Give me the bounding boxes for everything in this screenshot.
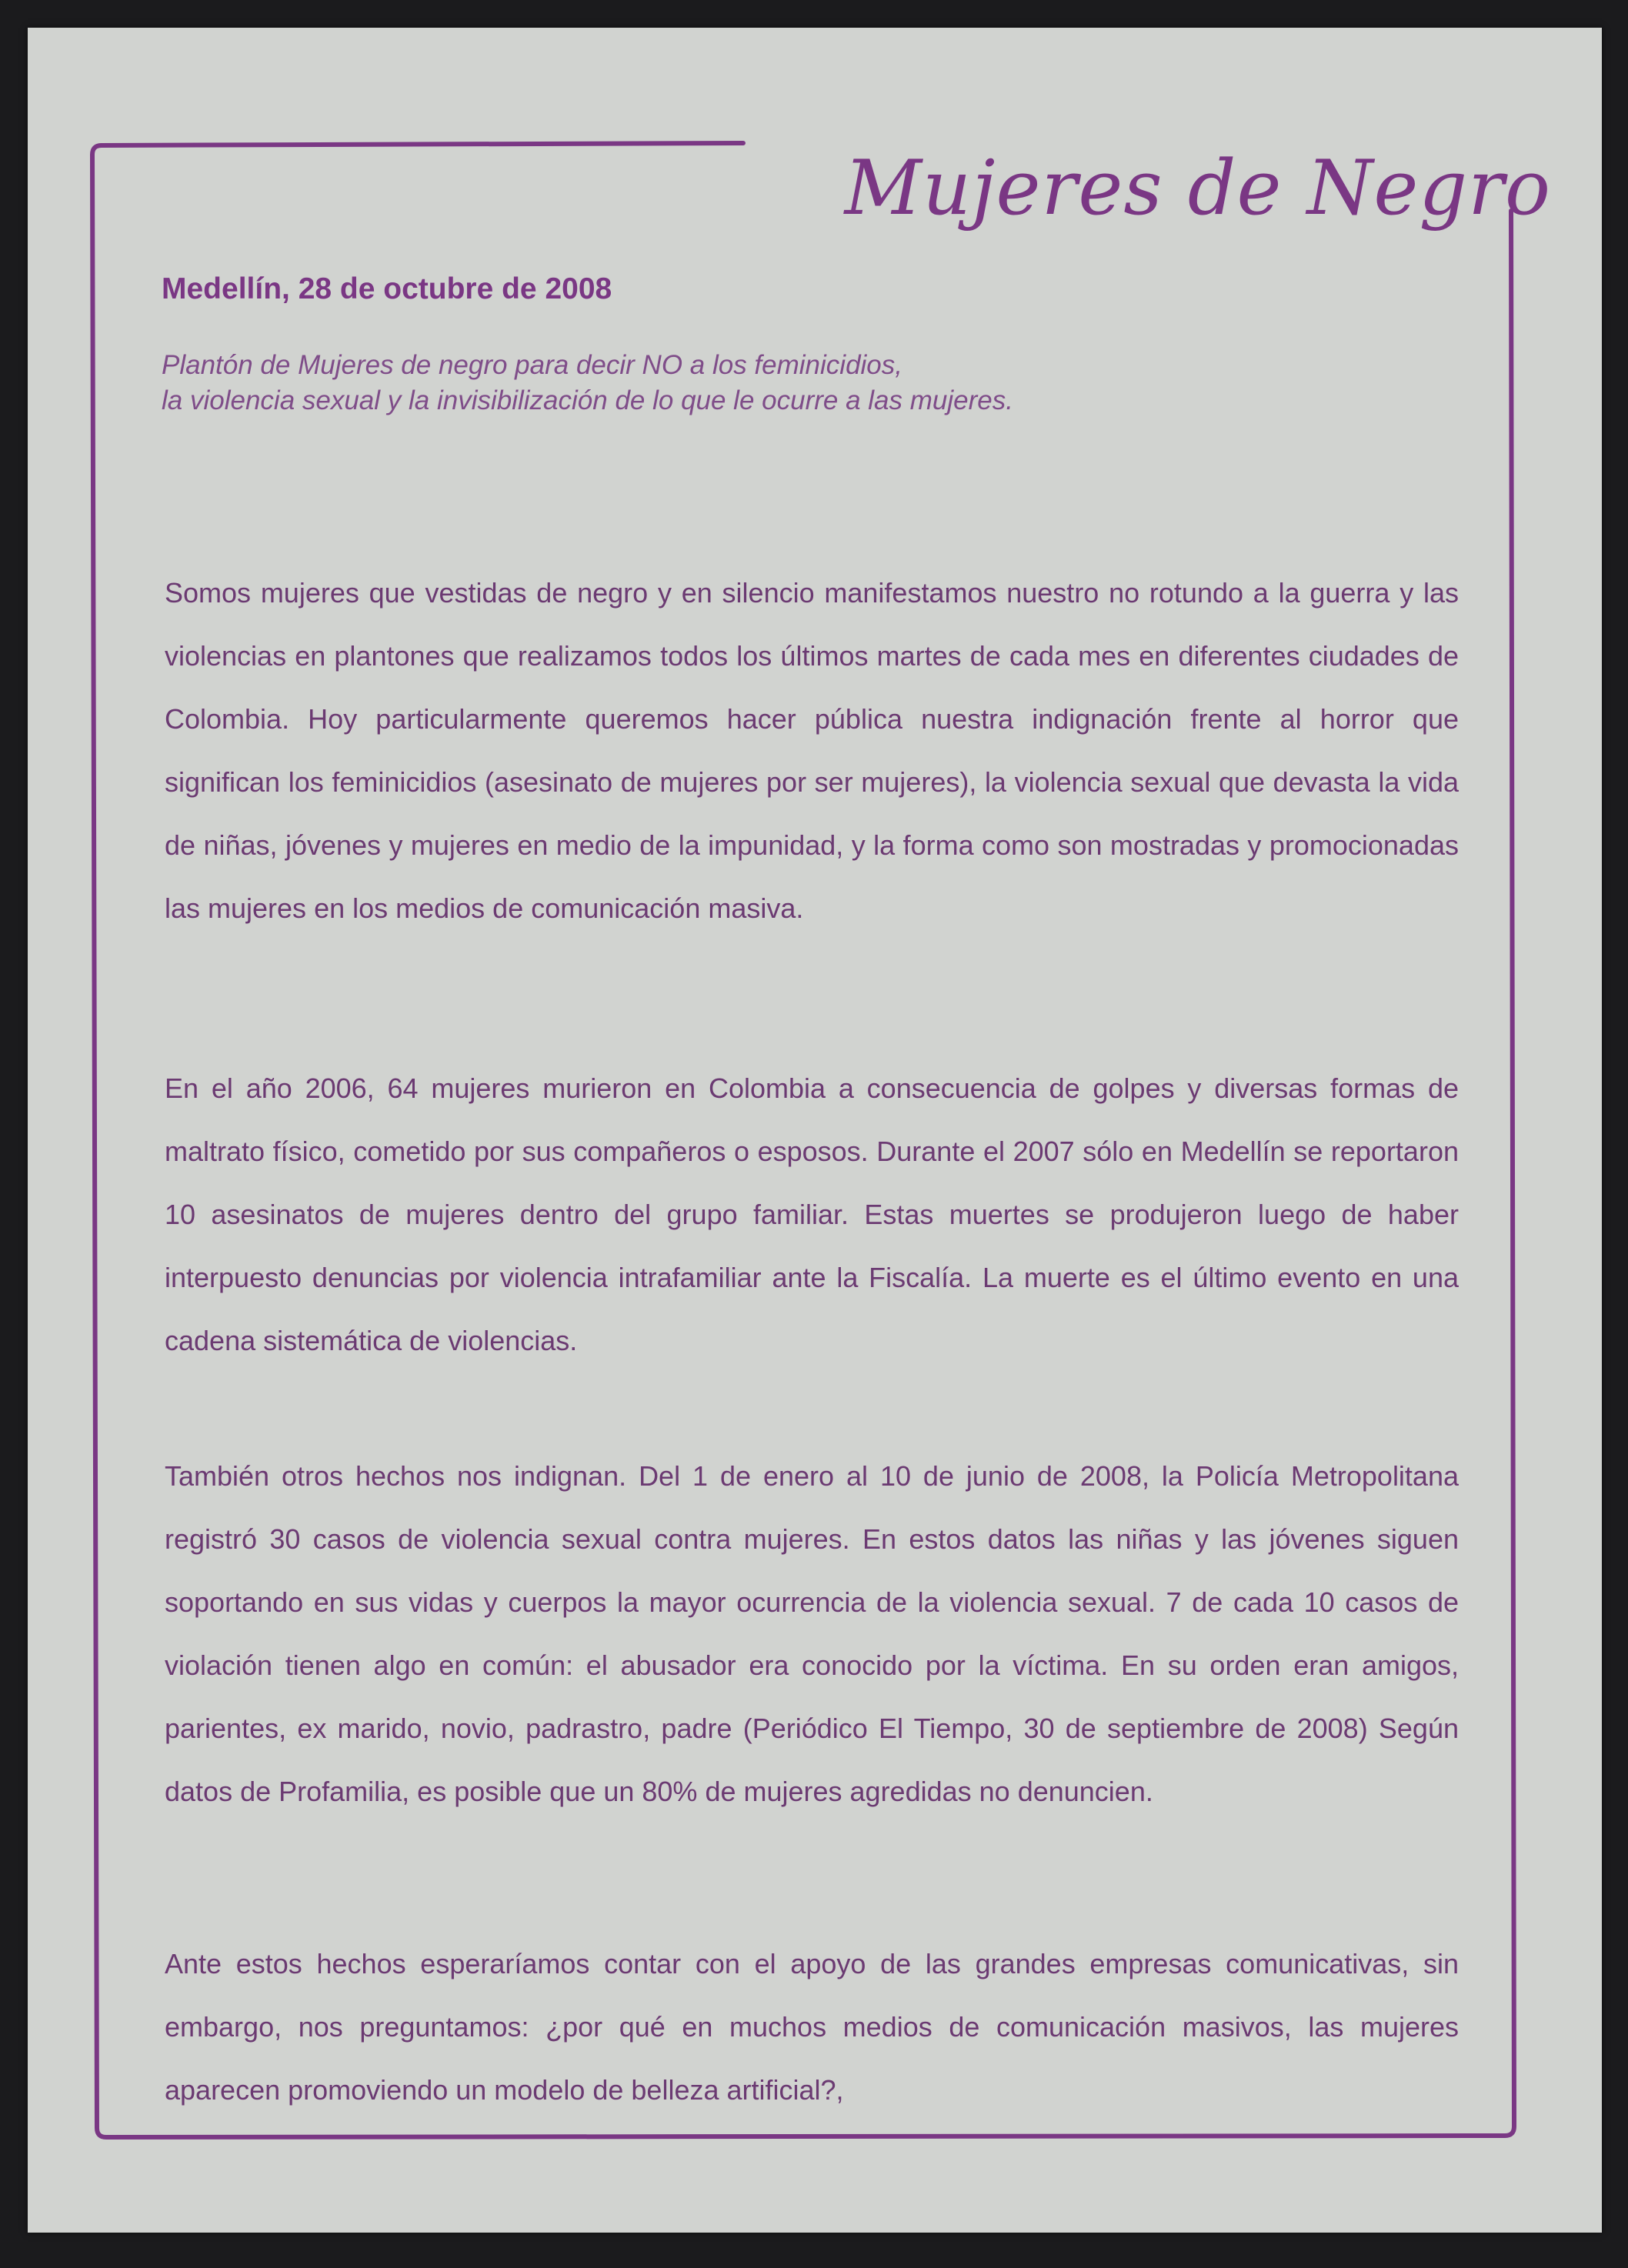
subtitle-line: la violencia sexual y la invisibilización de lo que le ocurre a las mujeres. xyxy=(162,385,1013,415)
dateline: Medellín, 28 de octubre de 2008 xyxy=(162,272,612,305)
subtitle-line: Plantón de Mujeres de negro para decir NO a los feminicidios, xyxy=(162,350,902,380)
subtitle xyxy=(162,348,1516,419)
body-paragraph-4: Ante estos hechos esperaríamos contar con el apoyo de las grandes empresas comunicativas, sin embargo, nos preguntamos: ¿por qué en muchos medios de comunicación masivos, las mujeres aparecen promoviendo un modelo de belleza artificial?, xyxy=(165,1948,1459,2106)
body-paragraph-2: En el año 2006, 64 mujeres murieron en Colombia a consecuencia de golpes y diversas formas de maltrato físico, cometido por sus compañeros o esposos. Durante el 2007 sólo en Medellín se reportaron 10 asesinatos de mujeres dentro del grupo familiar. Estas muertes se produjeron luego de haber interpuesto denuncias por violencia intrafamiliar ante la Fiscalía. La muerte es el último evento en una cadena sistemática de violencias. xyxy=(165,1072,1459,1356)
document-page xyxy=(28,28,1602,2233)
body-paragraph-1: Somos mujeres que vestidas de negro y en silencio manifestamos nuestro no rotundo a la guerra y las violencias en plantones que realizamos todos los últimos martes de cada mes en diferentes ciudades de Colombia. Hoy particularmente queremos hacer pública nuestra indignación frente al horror que significan los feminicidios (asesinato de mujeres por ser mujeres), la violencia sexual que devasta la vida de niñas, jóvenes y mujeres en medio de la impunidad, y la forma como son mostradas y promocionadas las mujeres en los medios de comunicación masiva. xyxy=(165,577,1459,924)
page-title: Mujeres de Negro xyxy=(844,145,1551,232)
body-paragraph-3: También otros hechos nos indignan. Del 1 de enero al 10 de junio de 2008, la Policía Metropolitana registró 30 casos de violencia sexual contra mujeres. En estos datos las niñas y las jóvenes siguen soportando en sus vidas y cuerpos la mayor ocurrencia de la violencia sexual. 7 de cada 10 casos de violación tienen algo en común: el abusador era conocido por la víctima. En su orden eran amigos, parientes, ex marido, novio, padrastro, padre (Periódico El Tiempo, 30 de septiembre de 2008) Según datos de Profamilia, es posible que un 80% de mujeres agredidas no denuncien. xyxy=(165,1460,1459,1807)
